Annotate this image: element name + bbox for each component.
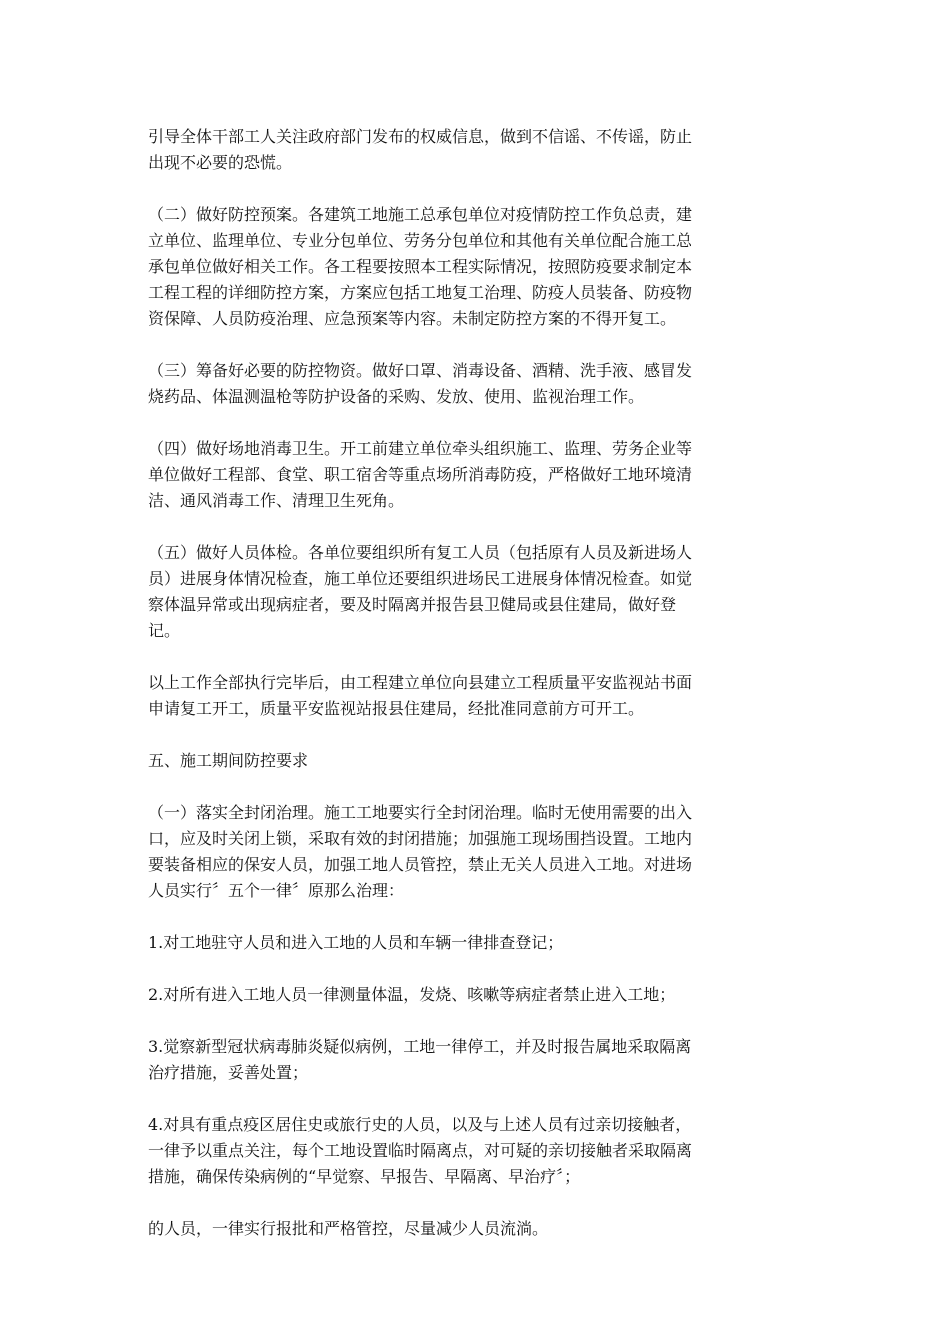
paragraph-7: （一）落实全封闭治理。施工工地要实行全封闭治理。临时无使用需要的出入 口，应及时关闭上锁，采取有效的封闭措施；加强施工现场围挡设置。工地内 要装备相应的保安人员，加强工地人员管控，禁止无关人员进入工地。对进场 人员实行〞五个一律〞原那么治理：: [148, 803, 693, 900]
paragraph-8: 的人员，一律实行报批和严格管控，尽量减少人员流淌。: [148, 1219, 549, 1238]
list-item-1: 1.对工地驻守人员和进入工地的人员和车辆一律排查登记；: [148, 933, 564, 952]
list-item-4: 4.对具有重点疫区居住史或旅行史的人员，以及与上述人员有过亲切接触者， 一律予以重点关注，每个工地设置临时隔离点，对可疑的亲切接触者采取隔离 措施，确保传染病例的“早觉察、早报告、早隔离、早治疗〞；: [148, 1115, 693, 1186]
paragraph-5: （五）做好人员体检。各单位要组织所有复工人员（包括原有人员及新进场人 员）进展身体情况检查，施工单位还要组织进场民工进展身体情况检查。如觉 察体温异常或出现病症者，要及时隔离并报告县卫健局或县住建局，做好登 记。: [148, 543, 693, 640]
paragraph-3: （三）筹备好必要的防控物资。做好口罩、消毒设备、酒精、洗手液、感冒发 烧药品、体温测温枪等防护设备的采购、发放、使用、监视治理工作。: [148, 361, 693, 406]
paragraph-1: 引导全体干部工人关注政府部门发布的权威信息，做到不信谣、不传谣，防止 出现不必要的恐慌。: [148, 127, 693, 172]
document-body: [148, 124, 808, 1268]
section-heading: 五、施工期间防控要求: [148, 751, 309, 770]
paragraph-6: 以上工作全部执行完毕后，由工程建立单位向县建立工程质量平安监视站书面 申请复工开工，质量平安监视站报县住建局，经批准同意前方可开工。: [148, 673, 693, 718]
list-item-3: 3.觉察新型冠状病毒肺炎疑似病例，工地一律停工，并及时报告属地采取隔离 治疗措施，妥善处置；: [148, 1037, 692, 1082]
paragraph-4: （四）做好场地消毒卫生。开工前建立单位牵头组织施工、监理、劳务企业等 单位做好工程部、食堂、职工宿舍等重点场所消毒防疫，严格做好工地环境清 洁、通风消毒工作、清理卫生死角。: [148, 439, 693, 510]
list-item-2: 2.对所有进入工地人员一律测量体温，发烧、咳嗽等病症者禁止进入工地；: [148, 985, 676, 1004]
paragraph-2: （二）做好防控预案。各建筑工地施工总承包单位对疫情防控工作负总责，建 立单位、监理单位、专业分包单位、劳务分包单位和其他有关单位配合施工总 承包单位做好相关工作。各工程要按照本工程实际情况，按照防疫要求制定本 工程工程的详细防控方案，方案应包括工地复工治理、防疫人员装备、防疫物 资保障、人员防疫治理、应急预案等内容。未制定防控方案的不得开复工。: [148, 205, 693, 328]
